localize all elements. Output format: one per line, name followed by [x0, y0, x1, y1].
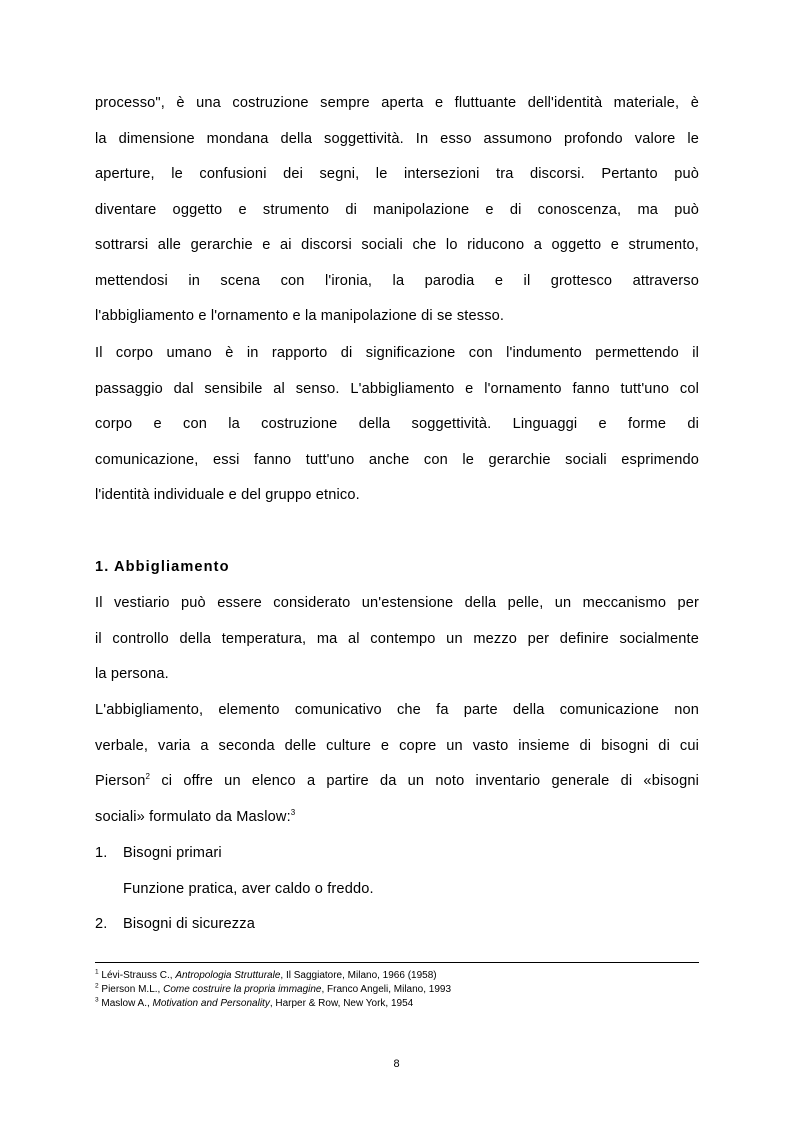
list-label: Bisogni primari	[123, 845, 222, 861]
page-number: 8	[393, 1058, 400, 1070]
paragraph-line: l'identità individuale e del gruppo etnico.	[95, 487, 360, 503]
text-span: , Il Saggiatore, Milano, 1966 (1958)	[280, 970, 437, 981]
footnote-3	[95, 997, 699, 1010]
text-span: Pierson M.L.,	[98, 984, 164, 995]
footnote-number: 1	[95, 968, 99, 976]
text-span: , Franco Angeli, Milano, 1993	[321, 984, 452, 995]
paragraph-line: aperture, le confusioni dei segni, le intersezioni tra discorsi. Pertanto può	[95, 166, 699, 182]
footnote-separator	[95, 962, 699, 963]
citation-title: Motivation and Personality	[152, 998, 270, 1009]
paragraph-line: passaggio dal sensibile al senso. L'abbigliamento e l'ornamento fanno tutt'uno col	[95, 380, 699, 397]
section-heading-block	[95, 557, 699, 579]
list-number: 2.	[95, 916, 108, 932]
paragraph-2	[95, 343, 699, 513]
paragraph-line: processo", è una costruzione sempre aperta e fluttuante dell'identità materiale, è	[95, 95, 699, 111]
paragraph-line	[95, 771, 699, 791]
paragraph-line: sottrarsi alle gerarchie e ai discorsi sociali che lo riducono a oggetto e strumento,	[95, 237, 699, 253]
paragraph-line: il controllo della temperatura, ma al contempo un mezzo per definire socialmente	[95, 630, 699, 647]
paragraph-line: la persona.	[95, 666, 169, 682]
list-label: Bisogni di sicurezza	[123, 916, 255, 932]
citation-title: Come costruire la propria immagine	[163, 984, 322, 995]
list-number: 1.	[95, 845, 108, 861]
footnote-ref[interactable]: 2	[145, 772, 151, 782]
paragraph-line	[95, 807, 699, 827]
paragraph-line: L'abbigliamento, elemento comunicativo che fa parte della comunicazione non	[95, 702, 699, 718]
citation-title: Antropologia Strutturale	[175, 970, 281, 981]
footnote-ref[interactable]: 3	[290, 807, 296, 817]
paragraph-3	[95, 593, 699, 693]
list-item	[95, 843, 699, 863]
paragraph-1	[95, 93, 699, 333]
paragraph-4	[95, 700, 699, 830]
paragraph-line: diventare oggetto e strumento di manipolazione e di conoscenza, ma può	[95, 201, 699, 218]
text-span: Lévi-Strauss C.,	[98, 970, 176, 981]
paragraph-line: corpo e con la costruzione della soggettività. Linguaggi e forme di	[95, 416, 699, 432]
section-heading: 1. Abbigliamento	[95, 559, 230, 575]
paragraph-line: l'abbigliamento e l'ornamento e la manipolazione di se stesso.	[95, 308, 505, 324]
text-span: Maslow A.,	[98, 998, 153, 1009]
footnote-1	[95, 969, 699, 982]
needs-list	[95, 843, 699, 943]
footnote-number: 3	[95, 996, 99, 1004]
list-item	[95, 914, 699, 934]
paragraph-line: Il vestiario può essere considerato un'estensione della pelle, un meccanismo per	[95, 595, 699, 611]
paragraph-line: verbale, varia a seconda delle culture e copre un vasto insieme di bisogni di cui	[95, 737, 699, 754]
paragraph-line: comunicazione, essi fanno tutt'uno anche con le gerarchie sociali esprimendo	[95, 451, 699, 468]
text-span: , Harper & Row, New York, 1954	[269, 998, 414, 1009]
text-span: sociali» formulato da Maslow:	[95, 808, 291, 825]
list-item-description: Funzione pratica, aver caldo o freddo.	[123, 880, 374, 897]
paragraph-line: Il corpo umano è in rapporto di significazione con l'indumento permettendo il	[95, 345, 699, 361]
text-span: Pierson	[95, 773, 146, 789]
paragraph-line: la dimensione mondana della soggettività. In esso assumono profondo valore le	[95, 130, 699, 147]
paragraph-line: mettendosi in scena con l'ironia, la parodia e il grottesco attraverso	[95, 272, 699, 289]
footnote-2	[95, 983, 699, 996]
text-span: ci offre un elenco a partire da un noto inventario generale di «bisogni	[150, 773, 699, 789]
footnote-number: 2	[95, 982, 99, 990]
